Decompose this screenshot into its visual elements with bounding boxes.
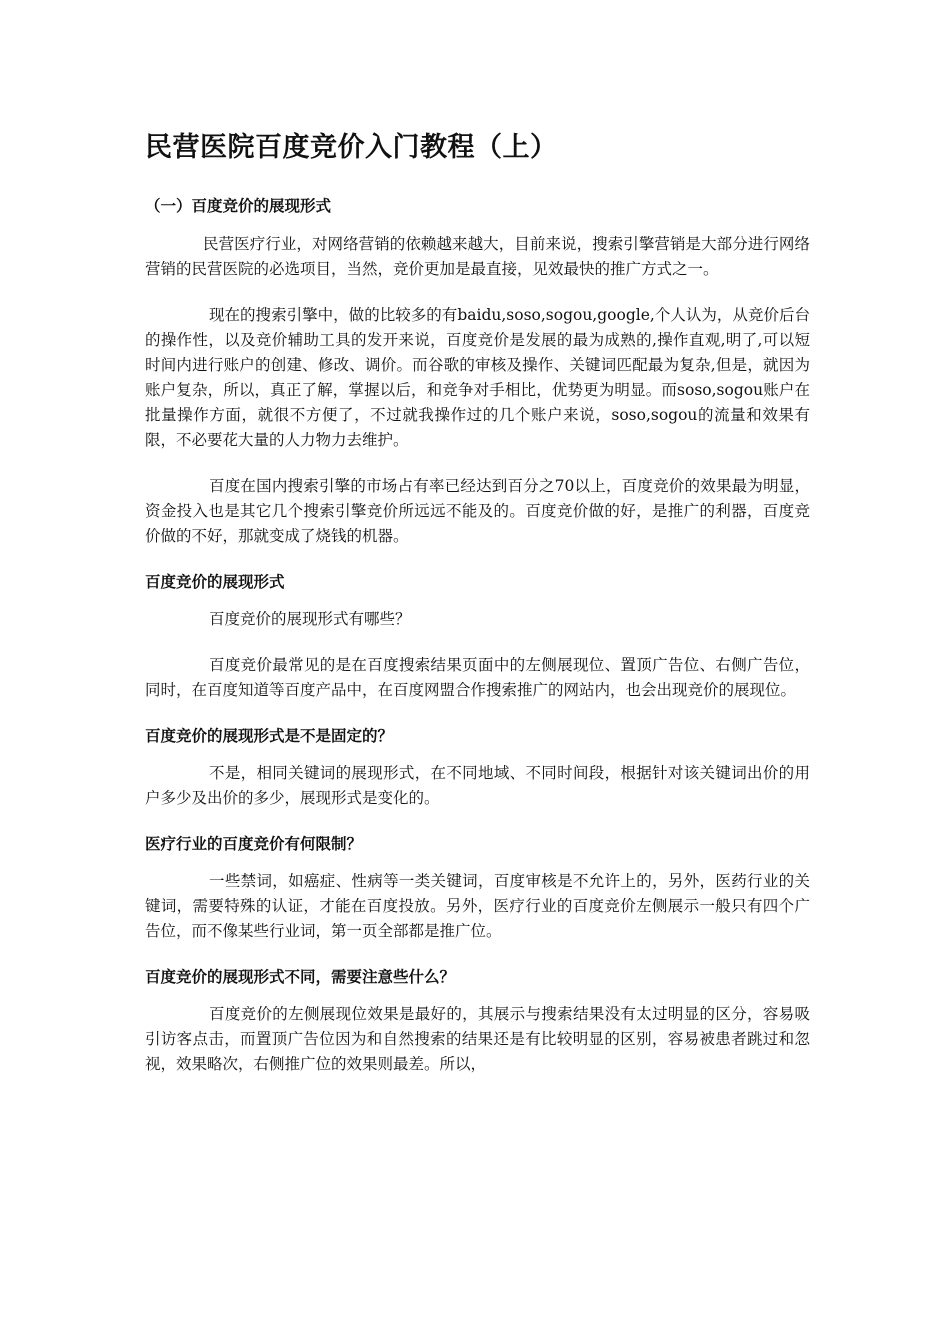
answer-display-forms: 百度竞价最常见的是在百度搜索结果页面中的左侧展现位、置顶广告位、右侧广告位，同时，在百度知道等百度产品中，在百度网盟合作搜索推广的网站内，也会出现竞价的展现位。 xyxy=(145,656,810,699)
document-title: 民营医院百度竞价入门教程（上） xyxy=(145,132,558,163)
answer-attention: 百度竞价的左侧展现位效果是最好的，其展示与搜索结果没有太过明显的区分，容易吸引访客点击，而置顶广告位因为和自然搜索的结果还是有比较明显的区别，容易被患者跳过和忽视，效果略次，右侧推广位的效果则最差。所以， xyxy=(145,1005,810,1073)
paragraph-intro: 民营医疗行业，对网络营销的依赖越来越大，目前来说，搜索引擎营销是大部分进行网络营销的民营医院的必选项目，当然，竞价更加是最直接，见效最快的推广方式之一。 xyxy=(145,235,810,278)
subtitle-heading: （一）百度竞价的展现形式 xyxy=(145,197,332,215)
document-page xyxy=(145,128,810,1098)
question-display-forms: 百度竞价的展现形式有哪些？ xyxy=(209,610,411,628)
section-heading-fixed: 百度竞价的展现形式是不是固定的？ xyxy=(145,727,394,745)
section-heading-attention: 百度竞价的展现形式不同，需要注意些什么？ xyxy=(145,968,456,986)
paragraph-market-share: 百度在国内搜索引擎的市场占有率已经达到百分之70以上，百度竞价的效果最为明显，资金投入也是其它几个搜索引擎竞价所远远不能及的。百度竞价做的好，是推广的利器，百度竞价做的不好，那就变成了烧钱的机器。 xyxy=(145,477,810,545)
section-heading-medical-limits: 医疗行业的百度竞价有何限制？ xyxy=(145,835,363,853)
section-heading-display-forms: 百度竞价的展现形式 xyxy=(145,573,285,591)
answer-fixed: 不是，相同关键词的展现形式，在不同地域、不同时间段，根据针对该关键词出价的用户多少及出价的多少，展现形式是变化的。 xyxy=(145,764,810,807)
answer-medical-limits: 一些禁词，如癌症、性病等一类关键词，百度审核是不允许上的，另外，医药行业的关键词，需要特殊的认证，才能在百度投放。另外，医疗行业的百度竞价左侧展示一般只有四个广告位，而不像某些行业词，第一页全部都是推广位。 xyxy=(145,872,810,940)
paragraph-search-engines: 现在的搜索引擎中，做的比较多的有baidu,soso,sogou,google,个人认为，从竞价后台的操作性，以及竞价辅助工具的发开来说，百度竞价是发展的最为成熟的,操作直观,明了,可以短时间内进行账户的创建、修改、调价。而谷歌的审核及操作、关键词匹配最为复杂,但是，就因为账户复杂，所以，真正了解，掌握以后，和竞争对手相比，优势更为明显。而soso,sogou账户在批量操作方面，就很不方便了，不过就我操作过的几个账户来说，soso,sogou的流量和效果有限，不必要花大量的人力物力去维护。 xyxy=(145,306,810,449)
